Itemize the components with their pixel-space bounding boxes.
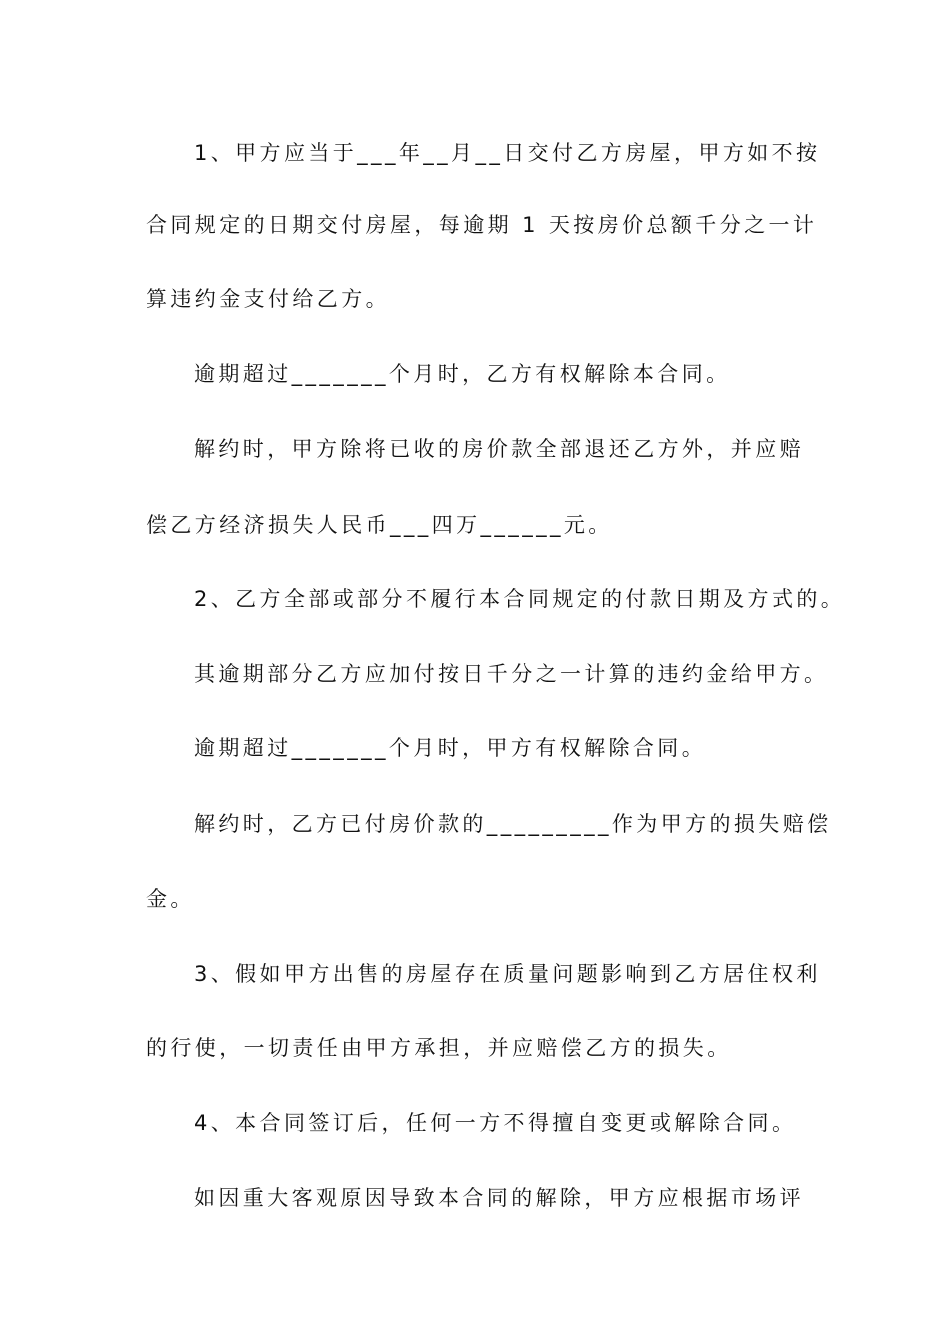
text-line-8: 其逾期部分乙方应加付按日千分之一计算的违约金给甲方。 — [194, 662, 829, 686]
text-line-14: 4、本合同签订后，任何一方不得擅自变更或解除合同。 — [194, 1111, 797, 1135]
text-line-4: 逾期超过_______个月时，乙方有权解除本合同。 — [194, 362, 731, 386]
text-line-10: 解约时，乙方已付房价款的_________作为甲方的损失赔偿 — [194, 812, 832, 836]
text-line-7: 2、乙方全部或部分不履行本合同规定的付款日期及方式的。 — [194, 587, 846, 611]
text-line-5: 解约时，甲方除将已收的房价款全部退还乙方外，并应赔 — [194, 437, 804, 461]
text-line-15: 如因重大客观原因导致本合同的解除，甲方应根据市场评 — [194, 1186, 804, 1210]
text-line-12: 3、假如甲方出售的房屋存在质量问题影响到乙方居住权利 — [194, 962, 821, 986]
text-line-1: 1、甲方应当于___年__月__日交付乙方房屋，甲方如不按 — [194, 141, 821, 165]
text-line-2: 合同规定的日期交付房屋，每逾期 1 天按房价总额千分之一计 — [146, 213, 818, 237]
text-line-13: 的行使，一切责任由甲方承担，并应赔偿乙方的损失。 — [146, 1036, 732, 1060]
text-line-11: 金。 — [146, 887, 195, 911]
text-line-3: 算违约金支付给乙方。 — [146, 287, 390, 311]
text-line-6: 偿乙方经济损失人民币___四万______元。 — [146, 513, 613, 537]
text-line-9: 逾期超过_______个月时，甲方有权解除合同。 — [194, 736, 707, 760]
